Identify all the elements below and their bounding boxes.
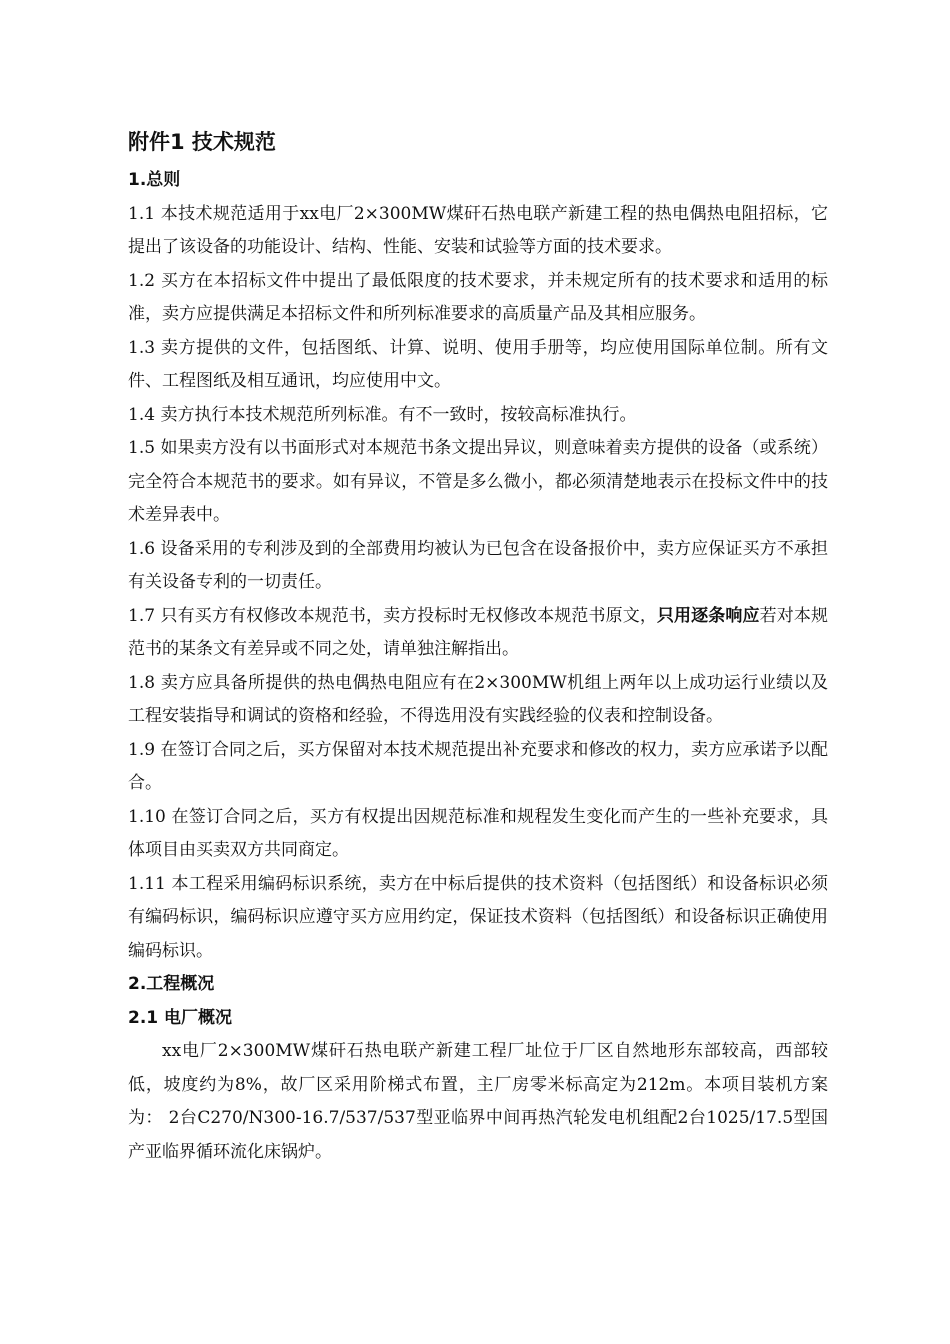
document-title: 附件1 技术规范 [128,130,276,154]
clause-1-4: 1.4 卖方执行本技术规范所列标准。有不一致时，按较高标准执行。 [128,404,637,425]
clause-1-5: 1.5 如果卖方没有以书面形式对本规范书条文提出异议，则意味着卖方提供的设备（或系统）完全符合本规范书的要求。如有异议，不管是多么微小，都必须清楚地表示在投标文件中的技术差异表中。 [128,438,828,525]
clause-1-2: 1.2 买方在本招标文件中提出了最低限度的技术要求，并未规定所有的技术要求和适用的标准，卖方应提供满足本招标文件和所列标准要求的高质量产品及其相应服务。 [128,270,828,324]
clause-1-3: 1.3 卖方提供的文件，包括图纸、计算、说明、使用手册等，均应使用国际单位制。所有文件、工程图纸及相互通讯，均应使用中文。 [128,337,828,391]
section-heading-project-overview: 2.工程概况 [128,974,215,994]
clause-1-1: 1.1 本技术规范适用于xx电厂2×300MW煤矸石热电联产新建工程的热电偶热电阻招标，它提出了该设备的功能设计、结构、性能、安装和试验等方面的技术要求。 [128,203,828,257]
document-page [128,122,828,1169]
clause-1-6: 1.6 设备采用的专利涉及到的全部费用均被认为已包含在设备报价中，卖方应保证买方不承担有关设备专利的一切责任。 [128,538,828,592]
section-heading-general: 1.总则 [128,170,181,190]
clause-1-7-emphasis: 只用逐条响应 [656,605,760,626]
plant-overview-body: xx电厂2×300MW煤矸石热电联产新建工程厂址位于厂区自然地形东部较高，西部较低，坡度约为8%，故厂区采用阶梯式布置，主厂房零米标高定为212m。本项目装机方案为： 2台C270/N300-16.7/537/537型亚临界中间再热汽轮发电机组配2台1025/17.5型国产亚临界循环流化床锅炉。 [128,1041,828,1162]
clause-1-9: 1.9 在签订合同之后，买方保留对本技术规范提出补充要求和修改的权力，卖方应承诺予以配合。 [128,739,828,793]
clause-1-7-text: 1.7 只有买方有权修改本规范书，卖方投标时无权修改本规范书原文， [128,605,657,626]
clause-1-8: 1.8 卖方应具备所提供的热电偶热电阻应有在2×300MW机组上两年以上成功运行业绩以及工程安装指导和调试的资格和经验，不得选用没有实践经验的仪表和控制设备。 [128,672,828,726]
clause-1-10: 1.10 在签订合同之后，买方有权提出因规范标准和规程发生变化而产生的一些补充要求，具体项目由买卖双方共同商定。 [128,806,828,860]
clause-1-7-tail: 若对本规范书的某条文有差异或不同之处，请单独注解指出。 [128,605,828,659]
subsection-heading-plant-overview: 2.1 电厂概况 [128,1007,233,1028]
clause-1-11: 1.11 本工程采用编码标识系统，卖方在中标后提供的技术资料（包括图纸）和设备标识必须有编码标识，编码标识应遵守买方应用约定，保证技术资料（包括图纸）和设备标识正确使用编码标识。 [128,873,828,961]
clause-1-7 [128,600,828,667]
